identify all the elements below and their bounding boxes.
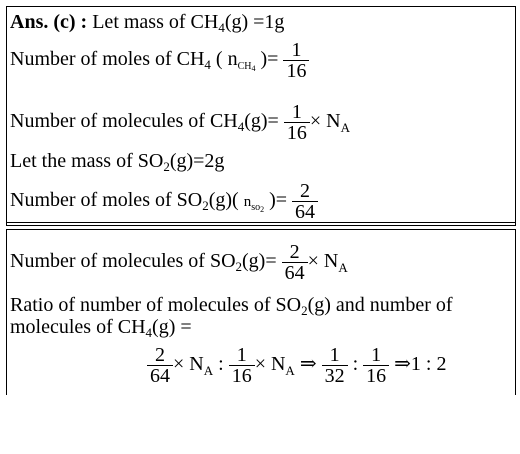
fraction-2-64: $\frac{2}{64}$ [282,242,308,283]
ratio-result: 1 : 2 [410,353,447,376]
line-mass-so2: Let the mass of $SO_2(g)=2g$ [10,150,225,174]
line-ratio-2: molecules of $CH_4(g)$ = [10,316,192,340]
implies-arrow: ⇒ [394,353,411,376]
fraction-2-64: $\frac{2}{64}$ [147,345,173,386]
ratio-equation: $\frac{2}{64}$ × $N_A$ : $\frac{1}{16}$ × $N_A$ ⇒ $\frac{1}{32}$ : $\frac{1}{16}$ ⇒1 : 2 [147,345,446,386]
line-moles-ch4: Number of moles of $CH_4$ ( $n_{CH_4}$ )= $\frac{1}{16}$ [10,40,309,81]
line-moles-so2: Number of moles of $SO_2(g)$( $n_{so_2}$ )= $\frac{2}{64}$ [10,181,318,222]
line-molecules-ch4: Number of molecules of $CH_4(g)=$ $\frac{1}{16}$ × $N_A$ [10,101,350,144]
answer-box-bottom [6,229,516,395]
fraction-1-16: $\frac{1}{16}$ [283,40,309,81]
answer-label: Ans. (c) : [10,11,88,33]
fraction-1-16: $\frac{1}{16}$ [363,345,389,386]
implies-arrow: ⇒ [299,353,317,376]
line-mass-ch4: Ans. (c) : Let mass of $CH_4(g) =1g$ [10,11,285,35]
fraction-2-64: $\frac{2}{64}$ [292,181,318,222]
fraction-1-32: $\frac{1}{32}$ [322,345,348,386]
answer-box-top [6,6,516,226]
fraction-1-16: $\frac{1}{16}$ [284,102,310,143]
line-ratio-1: Ratio of number of molecules of $SO_2(g)$ and number of [10,294,453,318]
line-molecules-so2: Number of molecules of $SO_2(g)=$ $\frac{2}{64}$ × $N_A$ [10,241,348,284]
fraction-1-16: $\frac{1}{16}$ [229,345,255,386]
